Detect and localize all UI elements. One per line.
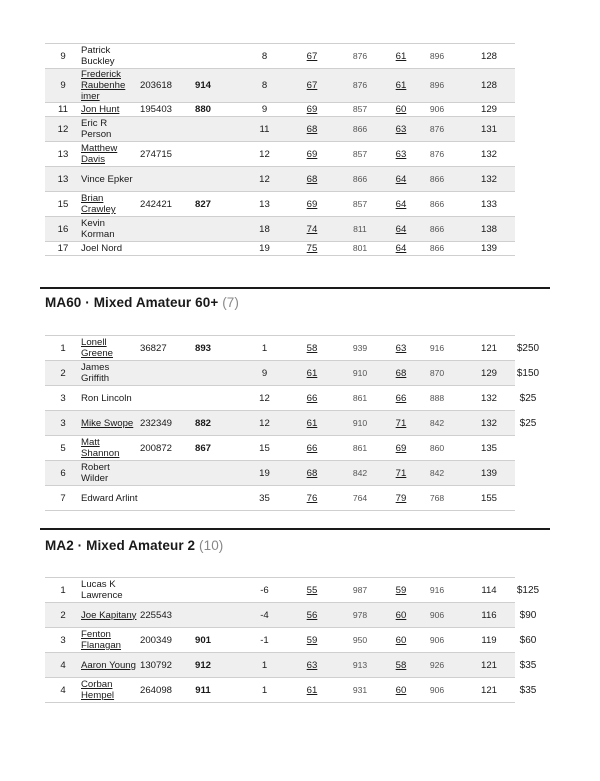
pdga-number-cell: 232349 <box>138 411 188 436</box>
round-1-score-link[interactable]: 69 <box>299 142 325 167</box>
to-par-cell: 12 <box>218 142 299 167</box>
place-cell: 2 <box>45 603 81 628</box>
round-2-rating-cell: 866 <box>407 217 467 242</box>
round-2-rating-cell: 916 <box>407 578 467 603</box>
player-name: James Griffith <box>81 361 138 386</box>
to-par-cell: -6 <box>218 578 299 603</box>
table-row <box>45 103 515 117</box>
prize-amount: $125 <box>516 585 540 596</box>
round-1-score-link[interactable]: 69 <box>299 192 325 217</box>
pdga-number-cell: 274715 <box>138 142 188 167</box>
player-name: Joel Nord <box>81 242 138 256</box>
rating-cell <box>188 603 218 628</box>
player-name: Edward Arlint <box>81 486 138 511</box>
rating-cell: 901 <box>188 628 218 653</box>
rating-cell <box>188 217 218 242</box>
total-score-cell: 128 <box>467 44 515 69</box>
total-score-cell: 132 <box>467 411 515 436</box>
round-2-rating-cell: 888 <box>407 386 467 411</box>
total-score-cell: 129 <box>467 361 515 386</box>
rating-cell <box>188 44 218 69</box>
round-2-score-link[interactable]: 63 <box>395 336 407 361</box>
round-2-rating-cell: 906 <box>407 103 467 117</box>
to-par-cell: 9 <box>218 361 299 386</box>
round-2-score-link[interactable]: 60 <box>395 104 407 115</box>
total-score-cell: 119 <box>467 628 515 653</box>
table-row <box>45 167 515 192</box>
place-cell: 13 <box>45 167 81 192</box>
rating-cell: 880 <box>188 103 218 117</box>
pdga-number-cell: 195403 <box>138 103 188 117</box>
player-name-link[interactable]: Matthew Davis <box>81 142 138 167</box>
table-row <box>45 386 515 411</box>
total-score-cell: 121 <box>467 653 515 678</box>
rating-cell <box>188 386 218 411</box>
place-cell: 5 <box>45 436 81 461</box>
round-2-score-link[interactable]: 64 <box>395 167 407 192</box>
total-score-cell: 128 <box>467 69 515 103</box>
round-2-score-link[interactable]: 71 <box>395 411 407 436</box>
rating-cell <box>188 167 218 192</box>
to-par-cell: 35 <box>218 486 299 511</box>
round-2-rating-cell: 866 <box>407 242 467 256</box>
to-par-cell: 18 <box>218 217 299 242</box>
round-2-rating-cell: 876 <box>407 117 467 142</box>
rating-cell <box>188 486 218 511</box>
round-2-score-link[interactable]: 66 <box>395 386 407 411</box>
round-1-rating-cell: 857 <box>325 103 395 117</box>
pdga-number-cell: 225543 <box>138 603 188 628</box>
round-1-rating-cell: 866 <box>325 117 395 142</box>
player-name-link[interactable]: Brian Crawley <box>81 192 138 217</box>
to-par-cell: 13 <box>218 192 299 217</box>
round-1-rating-cell: 857 <box>325 192 395 217</box>
place-cell: 13 <box>45 142 81 167</box>
rating-cell: 914 <box>188 69 218 103</box>
round-1-rating-cell: 913 <box>325 653 395 678</box>
to-par-cell: 8 <box>218 44 299 69</box>
round-1-score-link[interactable]: 75 <box>299 242 325 256</box>
to-par-cell: 15 <box>218 436 299 461</box>
table-row <box>45 436 515 461</box>
round-2-rating-cell: 916 <box>407 336 467 361</box>
player-name-link[interactable]: Jon Hunt <box>81 103 138 117</box>
table-row <box>45 69 515 103</box>
round-2-score-link[interactable]: 79 <box>395 486 407 511</box>
round-1-score-link[interactable]: 61 <box>299 678 325 703</box>
round-2-score-link[interactable]: 61 <box>395 69 407 103</box>
total-score-cell: 155 <box>467 486 515 511</box>
to-par-cell: 19 <box>218 242 299 256</box>
player-name-link[interactable]: Frederick Raubenhe imer <box>81 69 138 103</box>
player-name-link[interactable]: Aaron Young <box>81 653 138 678</box>
round-2-score-link[interactable]: 61 <box>395 44 407 69</box>
results-table-ma60 <box>45 335 515 511</box>
round-1-rating-cell: 876 <box>325 69 395 103</box>
round-1-score-link[interactable]: 59 <box>299 628 325 653</box>
prize-amount: $150 <box>516 368 540 379</box>
division-title: MA60 · Mixed Amateur 60+ <box>45 295 219 310</box>
round-2-rating-cell: 866 <box>407 192 467 217</box>
place-cell: 7 <box>45 486 81 511</box>
round-2-score-link[interactable]: 64 <box>395 243 407 254</box>
round-1-score-link[interactable]: 56 <box>299 603 325 628</box>
round-1-rating-cell: 866 <box>325 167 395 192</box>
rating-cell <box>188 361 218 386</box>
place-cell: 4 <box>45 653 81 678</box>
round-1-rating-cell: 910 <box>325 361 395 386</box>
round-2-score-link[interactable]: 60 <box>395 603 407 628</box>
pdga-number-cell <box>138 578 188 603</box>
round-2-score-link[interactable]: 60 <box>395 628 407 653</box>
player-name-link[interactable]: Joe Kapitany <box>81 603 138 628</box>
place-cell: 1 <box>45 578 81 603</box>
round-2-score-link[interactable]: 68 <box>395 361 407 386</box>
round-2-score-link[interactable]: 64 <box>395 217 407 242</box>
total-score-cell: 132 <box>467 167 515 192</box>
round-2-rating-cell: 860 <box>407 436 467 461</box>
player-name-link[interactable]: Lonell Greene <box>81 336 138 361</box>
rating-cell: 893 <box>188 336 218 361</box>
round-2-rating-cell: 906 <box>407 678 467 703</box>
round-1-score-link[interactable]: 61 <box>299 361 325 386</box>
place-cell: 15 <box>45 192 81 217</box>
round-1-rating-cell: 801 <box>325 242 395 256</box>
division-player-count: (10) <box>199 538 224 553</box>
table-row <box>45 44 515 69</box>
round-1-rating-cell: 842 <box>325 461 395 486</box>
total-score-cell: 135 <box>467 436 515 461</box>
total-score-cell: 131 <box>467 117 515 142</box>
place-cell: 3 <box>45 411 81 436</box>
round-1-score-link[interactable]: 76 <box>299 486 325 511</box>
rating-cell: 912 <box>188 653 218 678</box>
pdga-number-cell <box>138 44 188 69</box>
round-1-rating-cell: 931 <box>325 678 395 703</box>
player-name: Lucas K Lawrence <box>81 578 138 603</box>
results-table-ma2 <box>45 577 515 703</box>
total-score-cell: 129 <box>467 103 515 117</box>
round-1-score-link[interactable]: 58 <box>299 336 325 361</box>
rating-cell: 911 <box>188 678 218 703</box>
player-name-link[interactable]: Fenton Flanagan <box>81 628 138 653</box>
round-1-score-link[interactable]: 67 <box>299 69 325 103</box>
round-1-score-link[interactable]: 66 <box>299 436 325 461</box>
place-cell: 17 <box>45 242 81 256</box>
prize-amount: $90 <box>519 610 537 621</box>
round-2-score-link[interactable]: 69 <box>395 436 407 461</box>
rating-cell: 827 <box>188 192 218 217</box>
rating-cell: 882 <box>188 411 218 436</box>
round-2-rating-cell: 896 <box>407 44 467 69</box>
round-2-rating-cell: 842 <box>407 461 467 486</box>
section-divider <box>40 528 550 530</box>
place-cell: 9 <box>45 69 81 103</box>
place-cell: 9 <box>45 44 81 69</box>
player-name-link[interactable]: Matt Shannon <box>81 436 138 461</box>
player-name-link[interactable]: Corban Hempel <box>81 678 138 703</box>
table-row <box>45 361 515 386</box>
round-1-score-link[interactable]: 55 <box>299 578 325 603</box>
player-name: Eric R Person <box>81 117 138 142</box>
round-1-rating-cell: 939 <box>325 336 395 361</box>
results-table-continued <box>45 43 515 256</box>
round-1-score-link[interactable]: 67 <box>299 44 325 69</box>
table-row <box>45 603 515 628</box>
pdga-number-cell: 264098 <box>138 678 188 703</box>
round-2-score-link[interactable]: 64 <box>395 192 407 217</box>
round-2-rating-cell: 842 <box>407 411 467 436</box>
place-cell: 16 <box>45 217 81 242</box>
place-cell: 12 <box>45 117 81 142</box>
total-score-cell: 139 <box>467 242 515 256</box>
round-1-score-link[interactable]: 69 <box>299 103 325 117</box>
round-2-rating-cell: 906 <box>407 603 467 628</box>
to-par-cell: 11 <box>218 117 299 142</box>
rating-cell <box>188 578 218 603</box>
place-cell: 3 <box>45 628 81 653</box>
pdga-number-cell: 200349 <box>138 628 188 653</box>
round-1-rating-cell: 950 <box>325 628 395 653</box>
table-row <box>45 217 515 242</box>
table-row <box>45 117 515 142</box>
to-par-cell: 9 <box>218 103 299 117</box>
round-2-score-link[interactable]: 63 <box>395 142 407 167</box>
player-name: Ron Lincoln <box>81 386 138 411</box>
pdga-number-cell <box>138 217 188 242</box>
pdga-number-cell <box>138 167 188 192</box>
round-1-rating-cell: 987 <box>325 578 395 603</box>
round-1-rating-cell: 764 <box>325 486 395 511</box>
total-score-cell: 121 <box>467 678 515 703</box>
round-2-score-link[interactable]: 58 <box>395 653 407 678</box>
pdga-number-cell <box>138 386 188 411</box>
table-row <box>45 242 515 256</box>
total-score-cell: 138 <box>467 217 515 242</box>
round-1-rating-cell: 861 <box>325 436 395 461</box>
to-par-cell: -1 <box>218 628 299 653</box>
table-row <box>45 461 515 486</box>
to-par-cell: 8 <box>218 69 299 103</box>
to-par-cell: 12 <box>218 167 299 192</box>
place-cell: 2 <box>45 361 81 386</box>
prize-amount: $35 <box>519 660 537 671</box>
round-2-rating-cell: 896 <box>407 69 467 103</box>
round-1-score-link[interactable]: 61 <box>299 411 325 436</box>
round-2-rating-cell: 866 <box>407 167 467 192</box>
table-row <box>45 336 515 361</box>
round-1-rating-cell: 811 <box>325 217 395 242</box>
place-cell: 1 <box>45 336 81 361</box>
round-2-rating-cell: 926 <box>407 653 467 678</box>
pdga-number-cell <box>138 117 188 142</box>
round-2-rating-cell: 906 <box>407 628 467 653</box>
total-score-cell: 132 <box>467 142 515 167</box>
division-heading-ma2 <box>45 538 223 553</box>
table-row <box>45 411 515 436</box>
round-1-rating-cell: 861 <box>325 386 395 411</box>
total-score-cell: 121 <box>467 336 515 361</box>
place-cell: 3 <box>45 386 81 411</box>
player-name: Kevin Korman <box>81 217 138 242</box>
table-row <box>45 678 515 703</box>
rating-cell <box>188 142 218 167</box>
pdga-number-cell: 36827 <box>138 336 188 361</box>
round-1-score-link[interactable]: 66 <box>299 386 325 411</box>
round-2-score-link[interactable]: 60 <box>395 678 407 703</box>
total-score-cell: 133 <box>467 192 515 217</box>
round-2-score-link[interactable]: 59 <box>395 578 407 603</box>
player-name: Robert Wilder <box>81 461 138 486</box>
table-row <box>45 653 515 678</box>
to-par-cell: 12 <box>218 386 299 411</box>
round-2-rating-cell: 768 <box>407 486 467 511</box>
table-row <box>45 192 515 217</box>
round-1-score-link[interactable]: 63 <box>299 653 325 678</box>
pdga-number-cell <box>138 242 188 256</box>
rating-cell <box>188 117 218 142</box>
total-score-cell: 114 <box>467 578 515 603</box>
place-cell: 6 <box>45 461 81 486</box>
table-row <box>45 628 515 653</box>
player-name-link[interactable]: Mike Swope <box>81 411 138 436</box>
pdga-number-cell <box>138 461 188 486</box>
player-name: Patrick Buckley <box>81 44 138 69</box>
place-cell: 11 <box>45 103 81 117</box>
round-1-score-link[interactable]: 68 <box>299 117 325 142</box>
prize-amount: $25 <box>519 393 537 404</box>
table-row <box>45 578 515 603</box>
table-row <box>45 486 515 511</box>
round-2-rating-cell: 870 <box>407 361 467 386</box>
rating-cell <box>188 242 218 256</box>
to-par-cell: -4 <box>218 603 299 628</box>
prize-amount: $35 <box>519 685 537 696</box>
place-cell: 4 <box>45 678 81 703</box>
round-1-score-link[interactable]: 68 <box>299 167 325 192</box>
round-2-score-link[interactable]: 63 <box>395 117 407 142</box>
round-1-rating-cell: 978 <box>325 603 395 628</box>
section-divider <box>40 287 550 289</box>
round-1-score-link[interactable]: 74 <box>299 217 325 242</box>
rating-cell: 867 <box>188 436 218 461</box>
prize-amount: $60 <box>519 635 537 646</box>
rating-cell <box>188 461 218 486</box>
pdga-number-cell: 242421 <box>138 192 188 217</box>
to-par-cell: 1 <box>218 678 299 703</box>
pdga-number-cell: 200872 <box>138 436 188 461</box>
round-1-rating-cell: 910 <box>325 411 395 436</box>
prize-amount: $25 <box>519 418 537 429</box>
round-2-rating-cell: 876 <box>407 142 467 167</box>
pdga-number-cell <box>138 486 188 511</box>
pdga-number-cell: 203618 <box>138 69 188 103</box>
to-par-cell: 19 <box>218 461 299 486</box>
table-row <box>45 142 515 167</box>
pdga-number-cell: 130792 <box>138 653 188 678</box>
to-par-cell: 1 <box>218 653 299 678</box>
round-2-score-link[interactable]: 71 <box>395 461 407 486</box>
division-player-count: (7) <box>222 295 240 310</box>
to-par-cell: 1 <box>218 336 299 361</box>
total-score-cell: 139 <box>467 461 515 486</box>
total-score-cell: 116 <box>467 603 515 628</box>
division-title: MA2 · Mixed Amateur 2 <box>45 538 196 553</box>
player-name: Vince Epker <box>81 167 138 192</box>
prize-amount: $250 <box>516 343 540 354</box>
pdga-number-cell <box>138 361 188 386</box>
round-1-rating-cell: 857 <box>325 142 395 167</box>
total-score-cell: 132 <box>467 386 515 411</box>
round-1-score-link[interactable]: 68 <box>299 461 325 486</box>
to-par-cell: 12 <box>218 411 299 436</box>
division-heading-ma60 <box>45 295 239 310</box>
round-1-rating-cell: 876 <box>325 44 395 69</box>
